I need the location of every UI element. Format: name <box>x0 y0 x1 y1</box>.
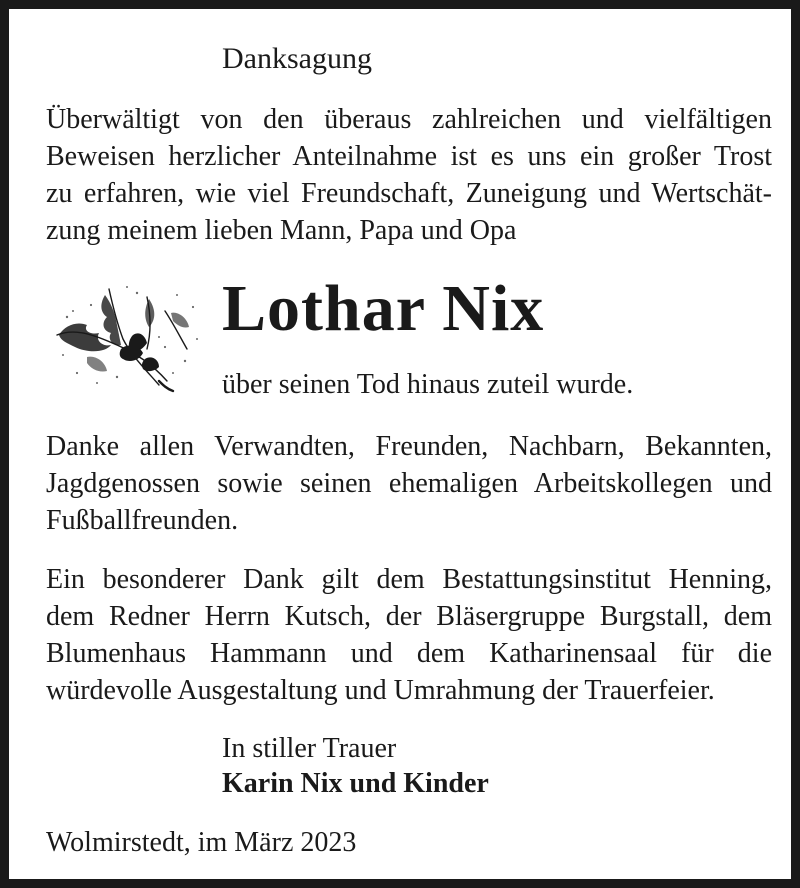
thanks-line: Blumenhaus Hammann und dem Katharinensaal für die <box>46 638 772 669</box>
notice-heading: Danksagung <box>222 42 372 75</box>
thanks-line: Ein besonderer Dank gilt dem Bestattungsinstitut Henning, <box>46 564 772 595</box>
family-signature: Karin Nix und Kinder <box>222 768 489 799</box>
intro-line: zu erfahren, wie viel Freundschaft, Zuneigung und Wertschät- <box>46 178 772 209</box>
thanks-paragraph-2 <box>46 561 772 709</box>
thanks-paragraph-1 <box>46 428 772 539</box>
thanks-line: Danke allen Verwandten, Freunden, Nachbarn, Bekannten, <box>46 431 772 462</box>
intro-line: Überwältigt von den überaus zahlreichen und vielfältigen <box>46 104 772 135</box>
after-name-text: über seinen Tod hinaus zuteil wurde. <box>222 369 634 400</box>
mourning-line: In stiller Trauer <box>222 733 397 764</box>
thanks-line: Fußballfreunden. <box>46 505 239 536</box>
place-and-date: Wolmirstedt, im März 2023 <box>46 827 357 858</box>
oak-leaves-icon <box>47 277 205 395</box>
intro-paragraph <box>46 101 772 249</box>
intro-line: zung meinem lieben Mann, Papa und Opa <box>46 215 517 246</box>
thanks-line: würdevolle Ausgestaltung und Umrahmung der Trauerfeier. <box>46 675 715 706</box>
thanks-line: dem Redner Herrn Kutsch, der Bläsergruppe Burgstall, dem <box>46 601 772 632</box>
thanks-line: Jagdgenossen sowie seinen ehemaligen Arbeitskollegen und <box>46 468 772 499</box>
deceased-name: Lothar Nix <box>222 272 545 345</box>
intro-line: Beweisen herzlicher Anteilnahme ist es uns ein großer Trost <box>46 141 772 172</box>
